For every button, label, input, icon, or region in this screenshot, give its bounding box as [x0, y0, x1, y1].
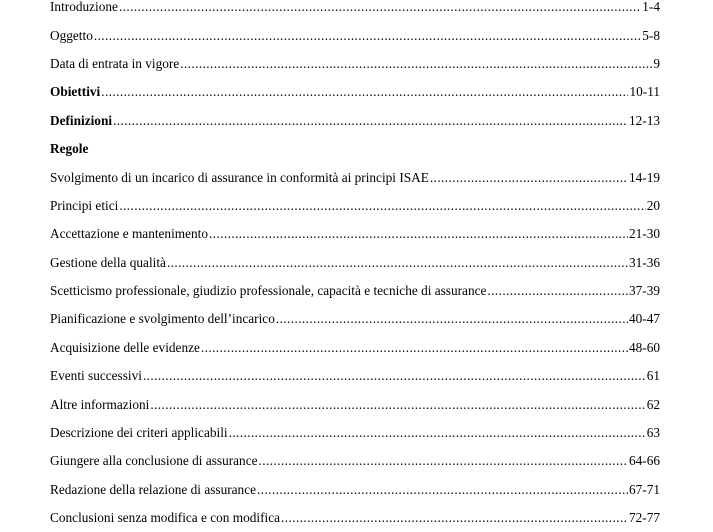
toc-entry-pages: 72-77: [628, 510, 660, 526]
toc-entry-pages: 61: [646, 368, 660, 384]
toc-entry-pages: 9: [653, 55, 660, 71]
toc-entry[interactable]: [50, 277, 660, 305]
table-of-contents: [50, 0, 660, 532]
toc-heading-title: Regole: [50, 141, 89, 157]
toc-entry-title: Principi etici: [50, 197, 119, 213]
toc-entry-title: Redazione della relazione di assurance: [50, 481, 256, 497]
toc-entry-title: Svolgimento di un incarico di assurance in conformità ai principi ISAE: [50, 169, 429, 185]
toc-entry[interactable]: [50, 163, 660, 191]
toc-entry-pages: 20: [646, 197, 660, 213]
toc-entry-pages: 63: [646, 425, 660, 441]
toc-entry-title: Introduzione: [50, 0, 118, 15]
toc-dot-leader: [201, 340, 628, 356]
toc-entry[interactable]: [50, 334, 660, 362]
toc-dot-leader: [119, 198, 645, 214]
toc-entry-title: Definizioni: [50, 112, 113, 128]
toc-entry[interactable]: [50, 249, 660, 277]
toc-entry-pages: 62: [646, 396, 660, 412]
toc-entry[interactable]: [50, 390, 660, 418]
toc-entry-pages: 48-60: [628, 339, 660, 355]
toc-dot-leader: [229, 425, 646, 441]
toc-dot-leader: [259, 453, 628, 469]
toc-dot-leader: [487, 283, 628, 299]
toc-entry-title: Scetticismo professionale, giudizio professionale, capacità e tecniche di assurance: [50, 283, 487, 299]
toc-dot-leader: [167, 255, 628, 271]
toc-entry[interactable]: [50, 78, 660, 106]
toc-entry-pages: 37-39: [628, 283, 660, 299]
toc-entry-pages: 31-36: [628, 254, 660, 270]
toc-dot-leader: [276, 311, 628, 327]
toc-dot-leader: [281, 510, 628, 526]
toc-entry[interactable]: [50, 21, 660, 49]
toc-entry[interactable]: [50, 504, 660, 532]
toc-entry-pages: 67-71: [628, 481, 660, 497]
toc-dot-leader: [119, 0, 641, 15]
toc-dot-leader: [94, 28, 641, 44]
toc-dot-leader: [143, 368, 646, 384]
toc-entry-pages: 21-30: [628, 226, 660, 242]
toc-entry-title: Oggetto: [50, 27, 93, 43]
toc-entry[interactable]: [50, 192, 660, 220]
toc-dot-leader: [209, 226, 628, 242]
toc-dot-leader: [180, 56, 652, 72]
toc-entry-title: Conclusioni senza modifica e con modifica: [50, 510, 281, 526]
toc-dot-leader: [113, 113, 628, 129]
toc-entry-pages: 1-4: [642, 0, 660, 15]
toc-entry[interactable]: [50, 419, 660, 447]
toc-dot-leader: [150, 397, 645, 413]
toc-entry-title: Acquisizione delle evidenze: [50, 339, 200, 355]
toc-entry-title: Giungere alla conclusione di assurance: [50, 453, 258, 469]
toc-entry[interactable]: [50, 305, 660, 333]
toc-entry-title: Data di entrata in vigore: [50, 55, 180, 71]
toc-entry-pages: 10-11: [629, 84, 660, 100]
toc-entry[interactable]: [50, 362, 660, 390]
toc-entry[interactable]: [50, 476, 660, 504]
toc-entry-pages: 12-13: [628, 112, 660, 128]
toc-entry-pages: 14-19: [628, 169, 660, 185]
toc-entry-title: Accettazione e mantenimento: [50, 226, 209, 242]
toc-entry[interactable]: [50, 220, 660, 248]
toc-entry[interactable]: [50, 0, 660, 21]
toc-entry-title: Obiettivi: [50, 84, 101, 100]
toc-entry[interactable]: [50, 50, 660, 78]
toc-entry[interactable]: [50, 107, 660, 135]
toc-dot-leader: [101, 84, 628, 100]
toc-section-heading: [50, 135, 660, 163]
toc-entry-title: Gestione della qualità: [50, 254, 166, 270]
toc-entry-pages: 40-47: [628, 311, 660, 327]
toc-entry-title: Eventi successivi: [50, 368, 142, 384]
toc-entry-pages: 64-66: [628, 453, 660, 469]
toc-entry-title: Altre informazioni: [50, 396, 150, 412]
toc-dot-leader: [257, 482, 628, 498]
toc-entry[interactable]: [50, 447, 660, 475]
toc-entry-title: Descrizione dei criteri applicabili: [50, 425, 228, 441]
toc-dot-leader: [430, 170, 628, 186]
toc-entry-title: Pianificazione e svolgimento dell’incarico: [50, 311, 275, 327]
toc-entry-pages: 5-8: [642, 27, 660, 43]
